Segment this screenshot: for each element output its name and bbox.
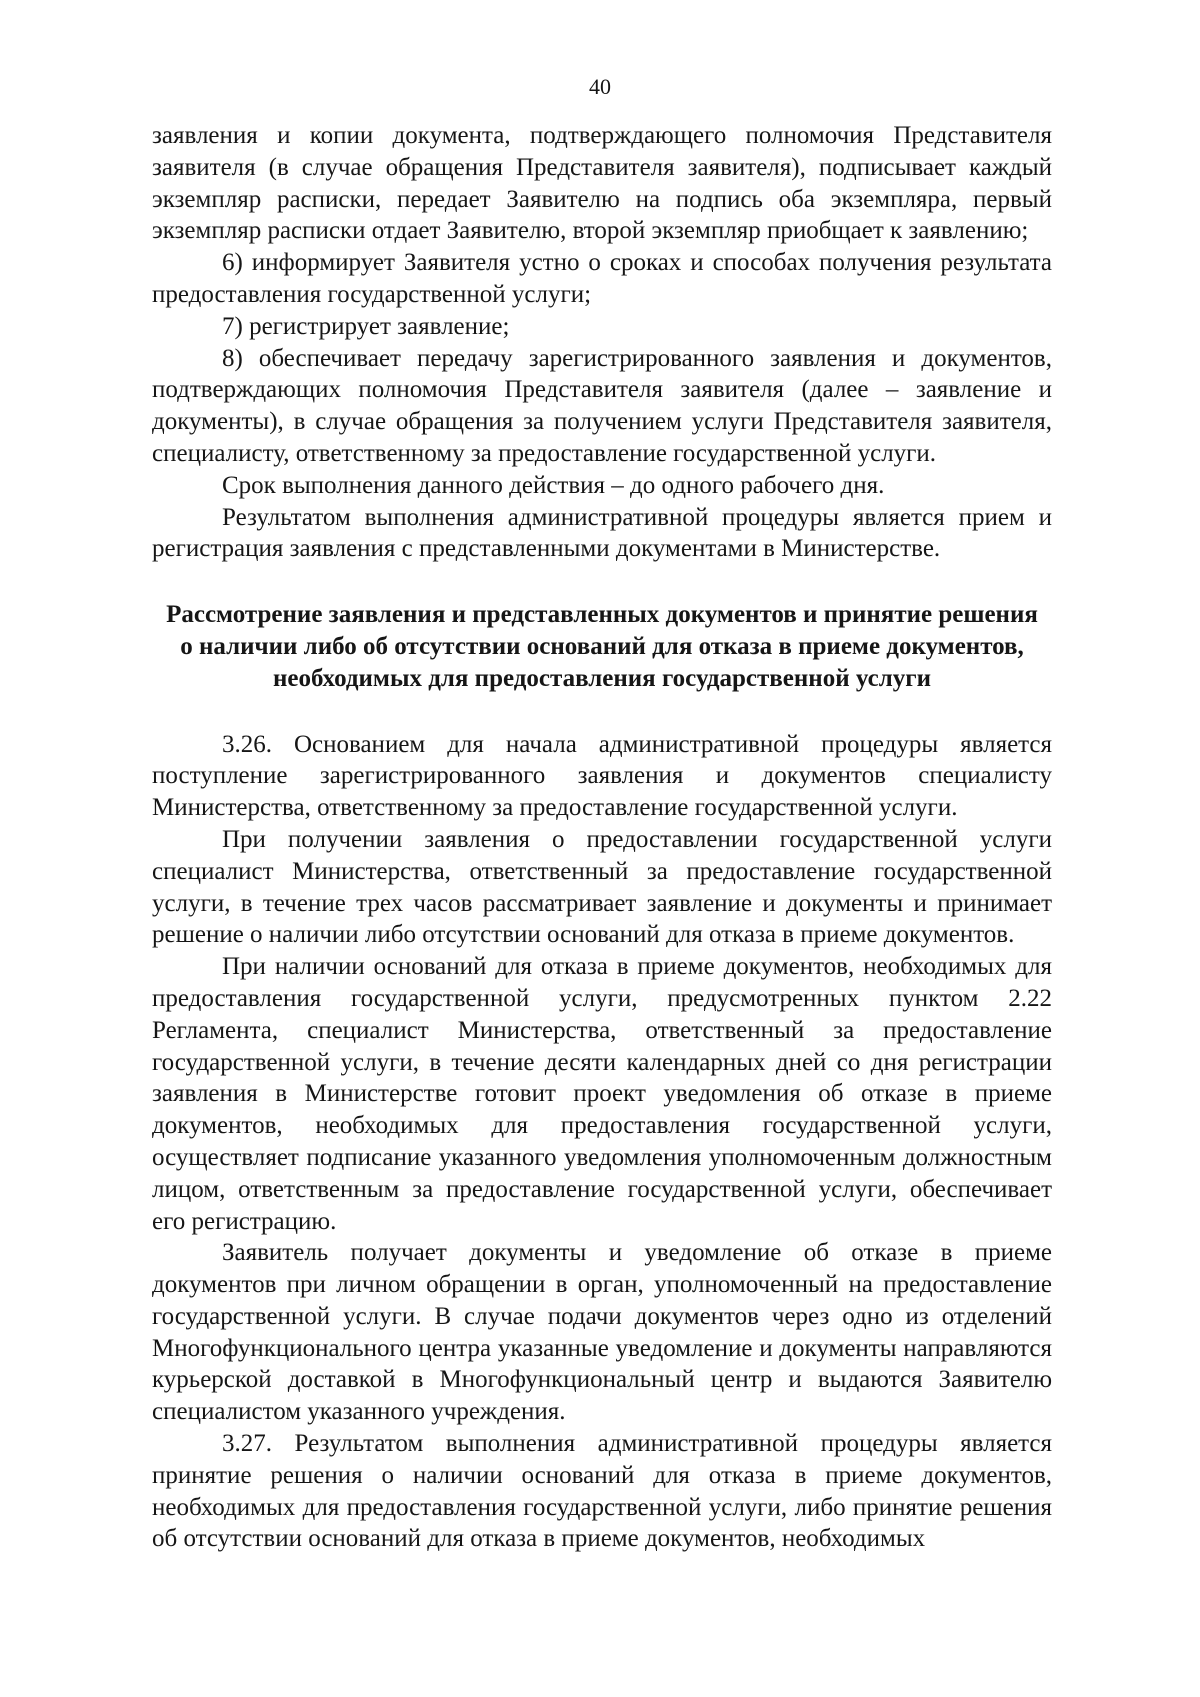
paragraph: При получении заявления о предоставлении государственной услуги специалист Министерства, ответственный за предоставление государственной услуги, в течение трех часов рассматривает заявление и документы и принимает решение о наличии либо отсутствии оснований для отказа в приеме документов. [152, 825, 1052, 949]
paragraph: 7) регистрирует заявление; [222, 312, 510, 340]
paragraph: 6) информирует Заявителя устно о сроках и способах получения результата предоставления государственной услуги; [152, 249, 1052, 308]
section-heading [152, 599, 1052, 694]
paragraph: Срок выполнения данного действия – до одного рабочего дня. [222, 471, 885, 499]
paragraph: 3.26. Основанием для начала административной процедуры является поступление зарегистрированного заявления и документов специалисту Министерства, ответственному за предоставление государственной услуги. [152, 730, 1052, 822]
paragraph: заявления и копии документа, подтверждающего полномочия Представителя заявителя (в случае обращения Представителя заявителя), подписывает каждый экземпляр расписки, передает Заявителю на подпись оба экземпляра, первый экземпляр расписки отдает Заявителю, второй экземпляр приобщает к заявлению; [152, 122, 1052, 245]
paragraph: При наличии оснований для отказа в приеме документов, необходимых для предоставления государственной услуги, предусмотренных пунктом 2.22 Регламента, специалист Министерства, ответственный за предоставление государственной услуги, в течение десяти календарных дней со дня регистрации заявления в Министерстве готовит проект уведомления об отказе в приеме документов, необходимых для предоставления государственной услуги, осуществляет подписание указанного уведомления уполномоченным должностным лицом, ответственным за предоставление государственной услуги, обеспечивает его регистрацию. [152, 953, 1052, 1235]
section-heading-line: необходимых для предоставления государственной услуги [273, 664, 931, 692]
document-body [152, 120, 1052, 1555]
section-heading-line: Рассмотрение заявления и представленных документов и принятие решения [166, 601, 1038, 629]
paragraph: 8) обеспечивает передачу зарегистрированного заявления и документов, подтверждающих полномочия Представителя заявителя (далее – заявление и документы), в случае обращения за получением услуги Представителя заявителя, специалисту, ответственному за предоставление государственной услуги. [152, 344, 1052, 467]
section-heading-line: о наличии либо об отсутствии оснований для отказа в приеме документов, [180, 632, 1024, 660]
paragraph: Результатом выполнения административной процедуры является прием и регистрация заявления с представленными документами в Министерстве. [152, 503, 1052, 563]
paragraphs-before-heading [152, 120, 1052, 565]
paragraphs-after-heading [152, 729, 1052, 1556]
paragraph: 3.27. Результатом выполнения административной процедуры является принятие решения о наличии оснований для отказа в приеме документов, необходимых для предоставления государственной услуги, либо принятие решения об отсутствии оснований для отказа в приеме документов, необходимых [152, 1430, 1052, 1553]
paragraph: Заявитель получает документы и уведомление об отказе в приеме документов при личном обращении в орган, уполномоченный на предоставление государственной услуги. В случае подачи документов через одно из отделений Многофункционального центра указанные уведомление и документы направляются курьерской доставкой в Многофункциональный центр и выдаются Заявителю специалистом указанного учреждения. [152, 1239, 1052, 1426]
page-number: 40 [589, 74, 611, 99]
